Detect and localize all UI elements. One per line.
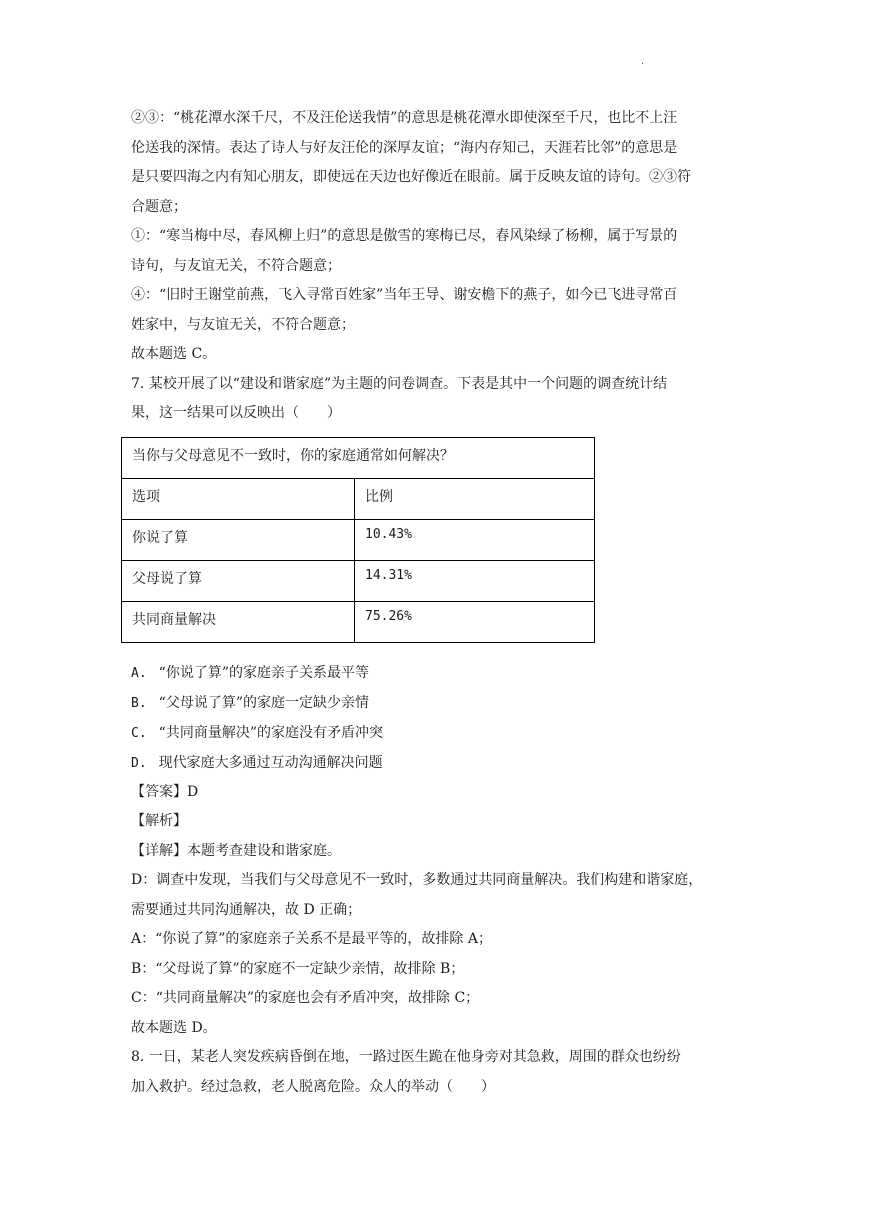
text-line: ②③：“桃花潭水深千尺，不及汪伦送我情”的意思是桃花潭水即使深至千尺，也比不上汪 bbox=[131, 110, 678, 126]
question-8-stem: 8. 一日，某老人突发疾病昏倒在地，一路过医生跪在他身旁对其急救，周围的群众也纷纷 bbox=[131, 1049, 681, 1065]
answer-options bbox=[131, 658, 743, 778]
survey-table-wrapper bbox=[131, 437, 743, 643]
table-cell bbox=[355, 601, 595, 642]
text-line: 姓家中，与友谊无关，不符合题意； bbox=[131, 316, 355, 333]
option-letter: D. bbox=[131, 755, 147, 771]
option-name: 你说了算 bbox=[132, 529, 188, 546]
page-header-mark: . bbox=[641, 56, 645, 67]
text-line: C：“共同商量解决”的家庭也会有矛盾冲突，故排除 C； bbox=[131, 990, 480, 1006]
table-row bbox=[122, 601, 595, 642]
analysis-q6-block bbox=[131, 104, 743, 429]
text-line: 故本题选 D。 bbox=[131, 1019, 217, 1036]
text-line: 需要通过共同沟通解决，故 D 正确； bbox=[131, 901, 362, 918]
option-a bbox=[131, 658, 743, 688]
table-cell bbox=[122, 601, 355, 642]
header-option-label: 选项 bbox=[132, 488, 160, 505]
table-question-text: 当你与父母意见不一致时，你的家庭通常如何解决？ bbox=[132, 447, 454, 464]
text-line: ④：“旧时王谢堂前燕，飞入寻常百姓家”当年王导、谢安檐下的燕子，如今已飞进寻常百 bbox=[131, 287, 678, 303]
table-question-cell bbox=[122, 437, 595, 478]
answer-line: 【答案】D bbox=[131, 783, 199, 800]
question-7-stem: 7. 某校开展了以“建设和谐家庭”为主题的问卷调查。下表是其中一个问题的调查统计结 bbox=[131, 375, 668, 392]
ratio-value: 75.26% bbox=[365, 608, 412, 624]
text-line: ①：“寒当梅中尽，春风柳上归”的意思是傲雪的寒梅已尽，春风染绿了杨柳，属于写景的 bbox=[131, 228, 678, 244]
option-text: “共同商量解决”的家庭没有矛盾冲突 bbox=[158, 724, 383, 741]
header-ratio-label: 比例 bbox=[365, 488, 393, 505]
text-line: 合题意； bbox=[131, 198, 187, 215]
option-text: “父母说了算”的家庭一定缺少亲情 bbox=[158, 694, 369, 711]
option-b bbox=[131, 688, 743, 718]
table-cell bbox=[355, 560, 595, 601]
question-7-stem: 果，这一结果可以反映出（ ） bbox=[131, 405, 341, 421]
option-letter: A. bbox=[131, 665, 147, 681]
survey-table bbox=[121, 437, 595, 643]
ratio-value: 10.43% bbox=[365, 526, 412, 542]
option-name: 父母说了算 bbox=[132, 570, 202, 587]
text-line: D：调查中发现，当我们与父母意见不一致时，多数通过共同商量解决。我们构建和谐家庭， bbox=[131, 872, 703, 888]
table-cell bbox=[355, 519, 595, 560]
table-header-cell bbox=[355, 478, 595, 519]
option-letter: C. bbox=[131, 725, 147, 741]
question-8-stem: 加入救护。经过急救，老人脱离危险。众人的举动（ ） bbox=[131, 1078, 495, 1095]
table-row bbox=[122, 560, 595, 601]
option-text: 现代家庭大多通过互动沟通解决问题 bbox=[158, 754, 383, 771]
text-line: 伦送我的深情。表达了诗人与好友汪伦的深厚友谊；“海内存知己，天涯若比邻”的意思是 bbox=[131, 139, 678, 156]
option-letter: B. bbox=[131, 695, 147, 711]
option-name: 共同商量解决 bbox=[132, 611, 216, 628]
analysis-heading: 【解析】 bbox=[131, 813, 187, 829]
option-text: “你说了算”的家庭亲子关系最平等 bbox=[158, 664, 369, 681]
option-c bbox=[131, 718, 743, 748]
option-d bbox=[131, 748, 743, 778]
table-row bbox=[122, 519, 595, 560]
document-body bbox=[131, 104, 743, 1102]
table-header-row bbox=[122, 478, 595, 519]
table-question-row bbox=[122, 437, 595, 478]
answer-analysis-block bbox=[131, 778, 743, 1103]
text-line: B：“父母说了算”的家庭不一定缺少亲情，故排除 B； bbox=[131, 960, 465, 977]
table-header-cell bbox=[122, 478, 355, 519]
text-line: A：“你说了算”的家庭亲子关系不是最平等的，故排除 A； bbox=[131, 931, 492, 947]
table-cell bbox=[122, 519, 355, 560]
table-cell bbox=[122, 560, 355, 601]
detail-heading: 【详解】本题考查建设和谐家庭。 bbox=[131, 842, 341, 859]
text-line: 是只要四海之内有知心朋友，即使远在天边也好像近在眼前。属于反映友谊的诗句。②③符 bbox=[131, 169, 691, 185]
text-line: 诗句，与友谊无关，不符合题意； bbox=[131, 257, 341, 274]
text-line: 故本题选 C。 bbox=[131, 346, 217, 362]
ratio-value: 14.31% bbox=[365, 567, 412, 583]
